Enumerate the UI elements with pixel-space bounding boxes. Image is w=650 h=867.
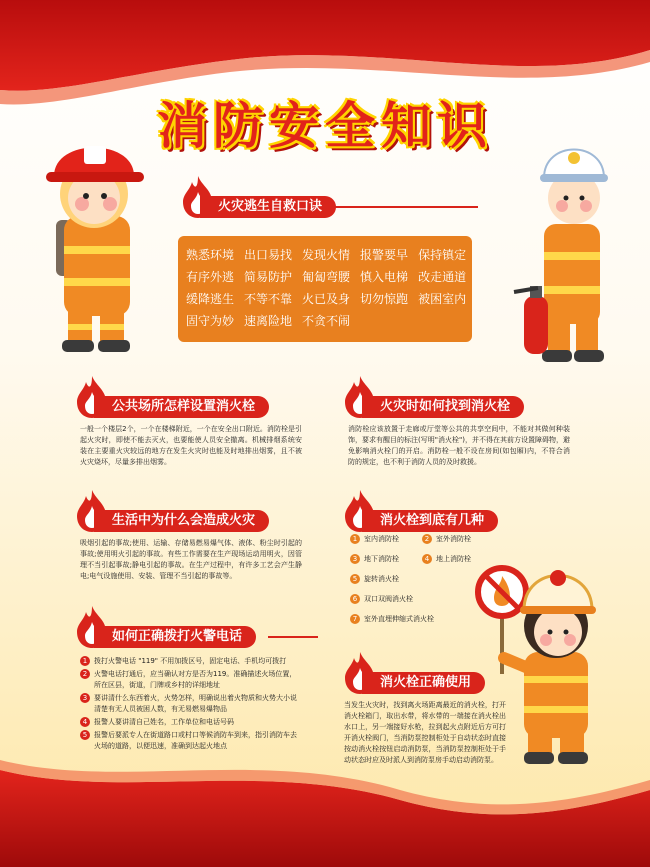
- types-heading-label: 消火栓到底有几种: [362, 510, 498, 532]
- firefighter-left-illustration: [34, 128, 154, 358]
- firefighter-sign-illustration: [468, 548, 618, 770]
- call-heading-label: 如何正确拨打火警电话: [94, 626, 256, 648]
- list-item: 3 地下消防栓: [350, 554, 399, 564]
- slogan-row: [186, 312, 360, 329]
- slogan-phrase: 出口易找: [244, 248, 293, 262]
- slogan-phrase: 熟悉环境: [186, 248, 235, 262]
- slogan-phrase: 被困室内: [418, 292, 467, 306]
- escape-heading-label: 火灾逃生自救口诀: [200, 196, 336, 218]
- call-heading: [72, 622, 302, 648]
- heading-rule: [268, 636, 318, 638]
- slogan-phrase: 保持镇定: [418, 248, 467, 262]
- list-item: 2 火警电话打通后，应当确认对方是否为119。准确描述火场位置，所在区县，街道，门牌或乡村的详细地址: [80, 669, 302, 691]
- slogan-phrase: 固守为妙: [186, 314, 235, 328]
- public-heading-label: 公共场所怎样设置消火栓: [94, 396, 269, 418]
- slogan-phrase: 匍匐弯腰: [302, 270, 351, 284]
- find-text: 消防栓应该放置于走廊或厅堂等公共的共享空间中，不能对其做何种装饰，要求有醒目的标注(写明"消火栓")，并不得在其前方设置障碍物，避免影响消火栓门的开启。消防栓一般不设在房间(如包厢)内，不符合消防的规定，也不利于消防人员的及时救援。: [348, 425, 570, 466]
- slogan-phrase: 慎入电梯: [360, 270, 409, 284]
- slogan-row: [186, 246, 476, 263]
- cause-heading: [72, 506, 302, 532]
- list-item: 5 报警后要派专人在街道路口或村口等候消防车到来，指引消防车去火场的道路，以便迅速，准确到达起火地点: [80, 730, 302, 752]
- call-steps: [80, 656, 302, 754]
- use-heading-label: 消火栓正确使用: [362, 672, 485, 694]
- list-item: 7 室外直埋伸缩式消火栓: [350, 614, 434, 624]
- list-item: 1 室内消防栓: [350, 534, 399, 544]
- list-item: 4 地上消防栓: [422, 554, 471, 564]
- list-item: 4 报警人要讲清自己姓名，工作单位和电话号码: [80, 717, 302, 728]
- slogan-phrase: 发现火情: [302, 248, 351, 262]
- escape-heading: [178, 192, 478, 218]
- public-heading: [72, 392, 302, 418]
- slogan-phrase: 切勿惊跑: [360, 292, 409, 306]
- page-title: 消防安全知识: [157, 97, 493, 155]
- firefighter-right-illustration: [508, 136, 628, 368]
- list-item: 1 拨打火警电话 "119" 不用加拨区号，固定电话、手机均可拨打: [80, 656, 302, 667]
- find-heading-label: 火灾时如何找到消火栓: [362, 396, 524, 418]
- slogan-row: [186, 268, 476, 285]
- slogan-phrase: 报警要早: [360, 248, 409, 262]
- list-item: 3 要讲清什么东西着火，火势怎样，明确说出着火物质和火势大小说清楚有无人员被困人数，有无易燃易爆物品: [80, 693, 302, 715]
- cause-heading-label: 生活中为什么会造成火灾: [94, 510, 269, 532]
- find-heading: [340, 392, 570, 418]
- cause-text: 吸烟引起的事故;使用、运输、存储易燃易爆气体、液体、粉尘时引起的事故;使用明火引起的事故。有些工作需要在生产现场运动用明火，因管理不当引起事故;静电引起的事故。在生产过程中，有许多工艺会产生静电;电气设施使用、安装、管理不当引起的事故等。: [80, 539, 302, 580]
- slogan-phrase: 不贪不闹: [302, 314, 351, 328]
- slogan-phrase: 不等不靠: [244, 292, 293, 306]
- slogan-phrase: 改走通道: [418, 270, 467, 284]
- list-item: 2 室外消防栓: [422, 534, 471, 544]
- heading-rule: [328, 206, 478, 208]
- slogan-phrase: 火已及身: [302, 292, 351, 306]
- list-item: 5 旋转消火栓: [350, 574, 399, 584]
- slogan-phrase: 有序外逃: [186, 270, 235, 284]
- slogan-phrase: 缓降逃生: [186, 292, 235, 306]
- escape-slogan-box: [178, 236, 472, 342]
- slogan-row: [186, 290, 476, 307]
- slogan-phrase: 速离险地: [244, 314, 293, 328]
- use-text: 当发生火灾时，找到离火场距离最近的消火栓，打开消火栓箱门，取出水带，将水带的一端接在消火栓出水口上，另一端接好水枪，拉到起火点附近后方可打开消火栓阀门，当消防泵控制柜处于自动状态时直接按动消火栓按钮启动消防泵，当消防泵控制柜处于手动状态时应及时派人到消防泵房手动启动消防泵。: [344, 701, 506, 764]
- public-text: 一般一个楼层2个，一个在楼梯附近，一个在安全出口附近。消防栓是引起火灾时，即使不能去灭火，也要能使人员安全撤离。机械排烟系统安装在主要重火灾较远的地方在发生火灾时也能及时地排出烟雾，且不被火灾烧坏，尽量多排出烟雾。: [80, 425, 302, 466]
- types-heading: [340, 506, 520, 532]
- slogan-phrase: 简易防护: [244, 270, 293, 284]
- list-item: 6 双口双阀消火栓: [350, 594, 413, 604]
